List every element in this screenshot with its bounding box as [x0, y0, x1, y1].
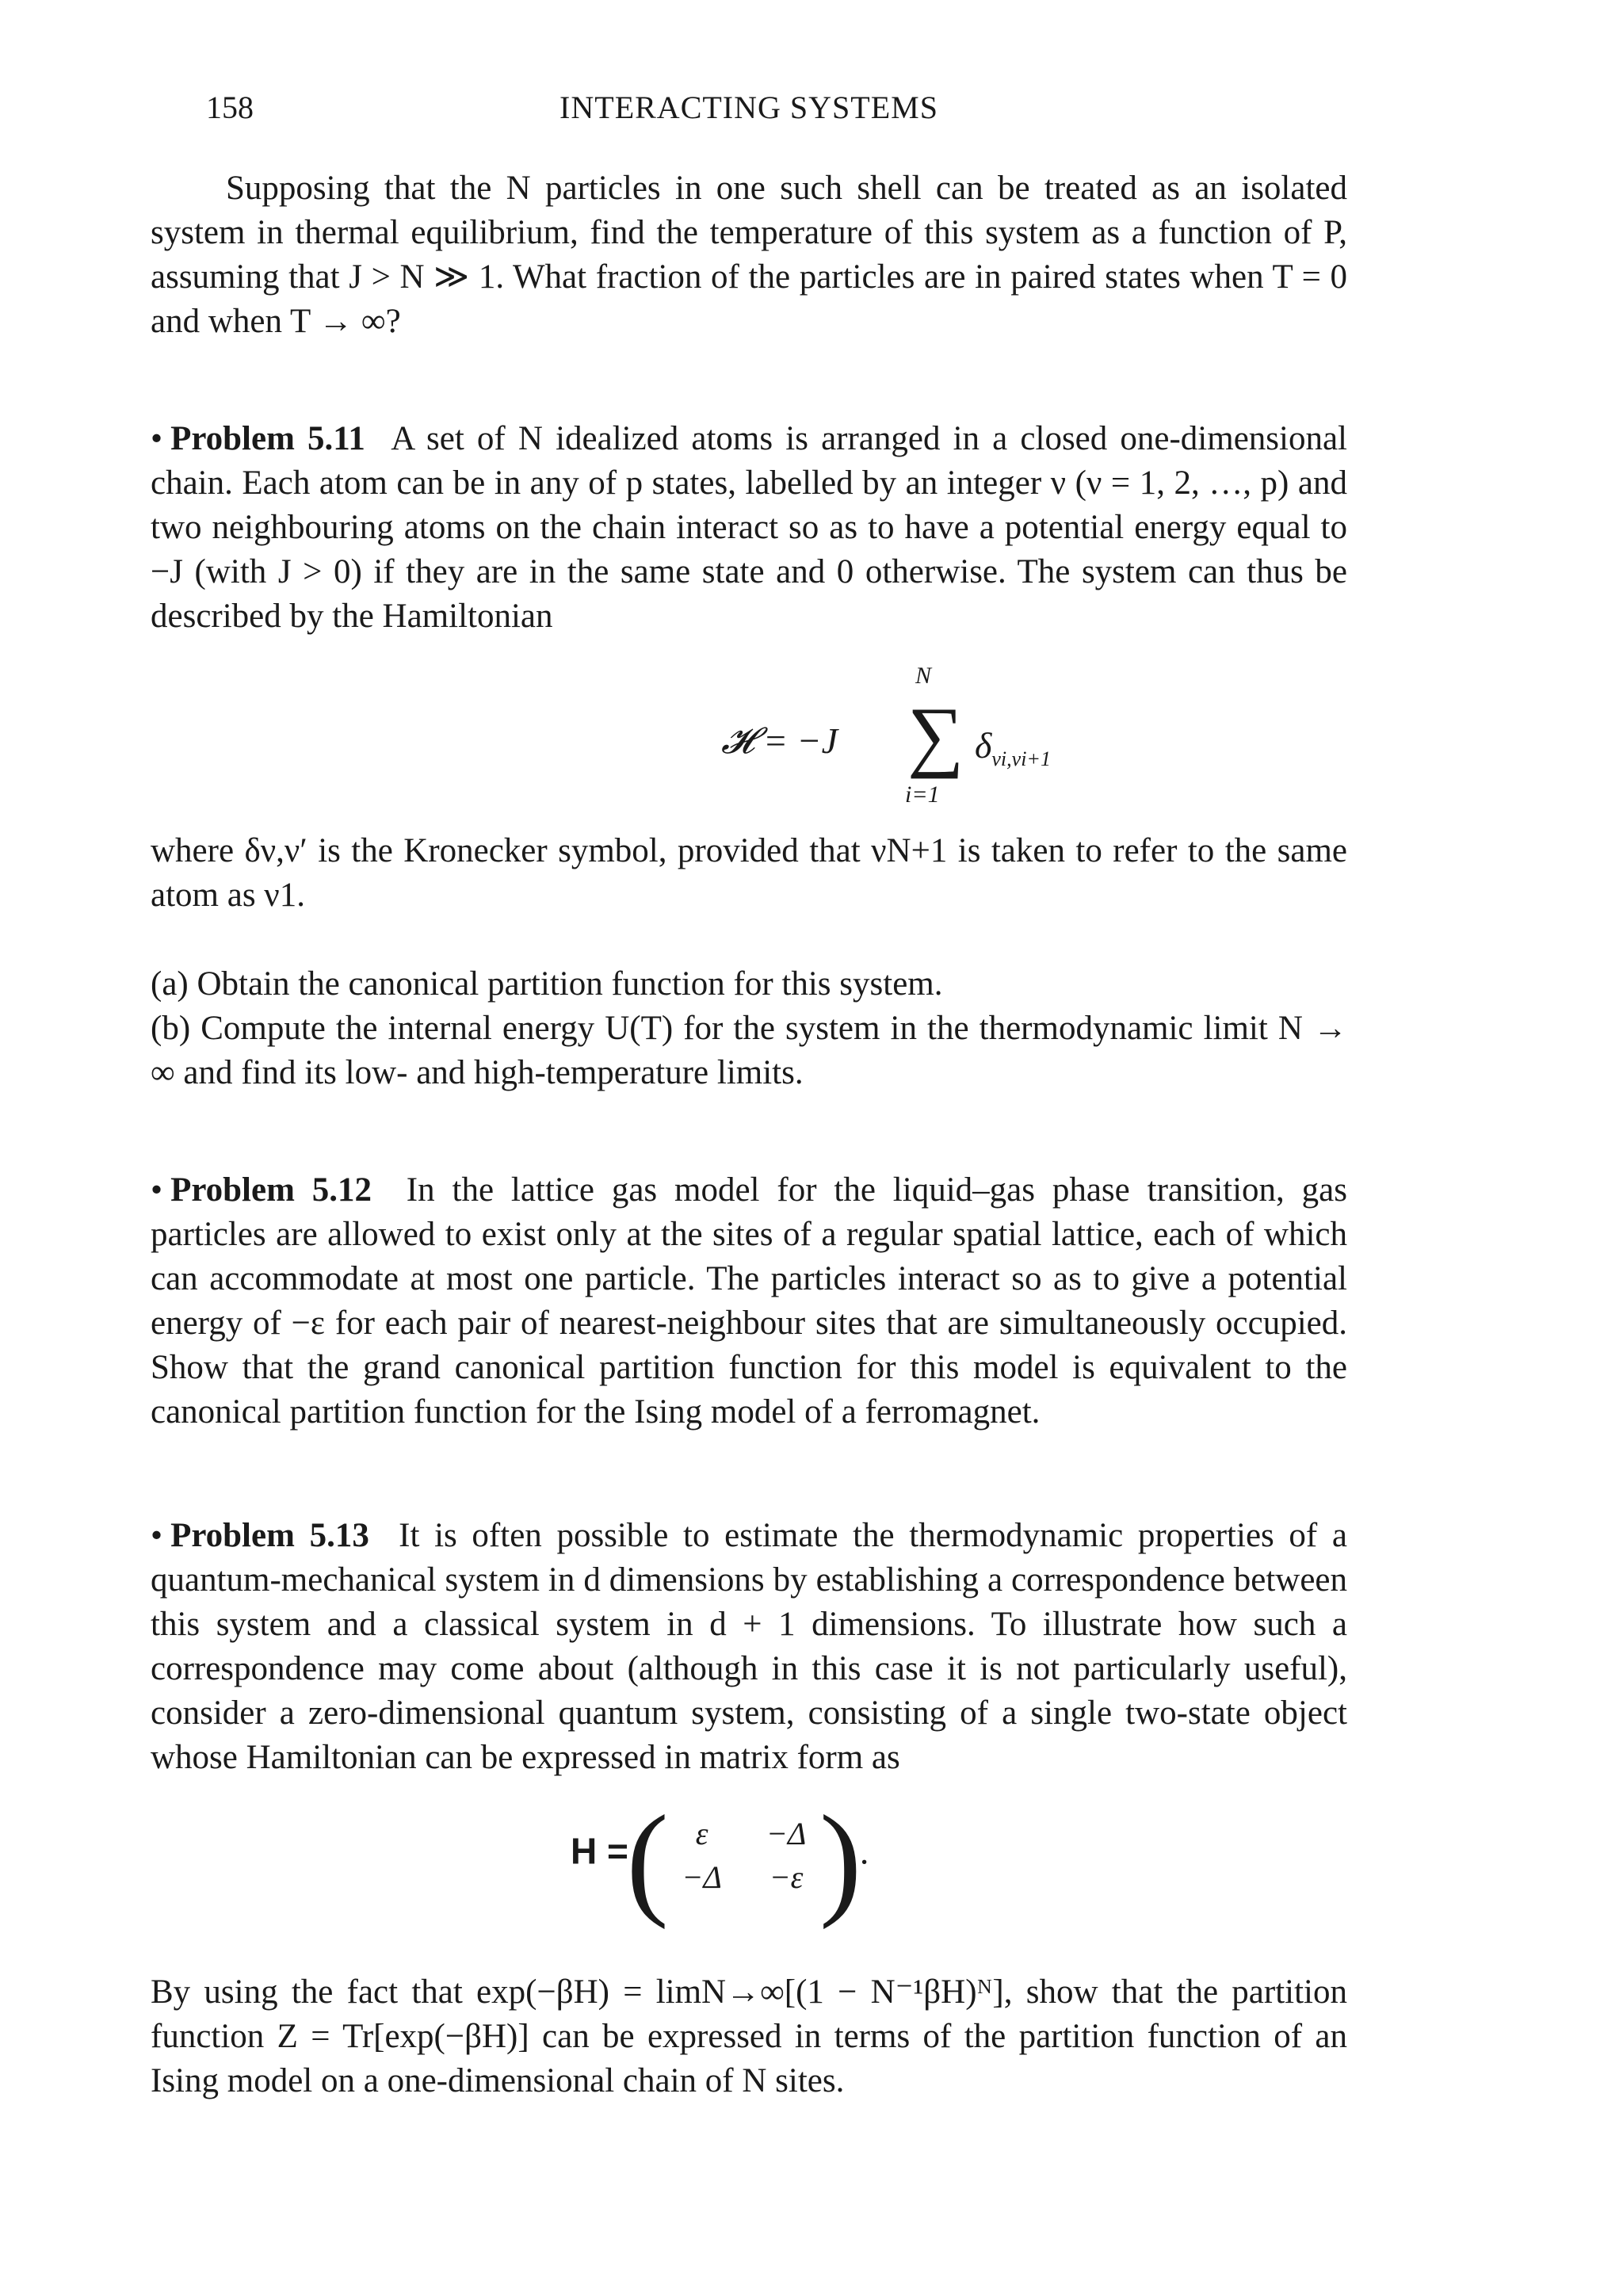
problem-text: A set of N idealized atoms is arranged in a closed one-dimensional chain. Each atom can be in any of p states, labelled by an integer ν (ν = 1, 2, …, p) and two neighbouring atoms on the chain interact so as to have a potential energy equal to −J (with J > 0) if they are in the same state and 0 otherwise. The system can thus be described by the Hamiltonian	[151, 420, 1347, 635]
sum-lower-limit: i=1	[905, 781, 940, 808]
running-head: INTERACTING SYSTEMS	[559, 90, 938, 125]
page-number: 158	[206, 90, 254, 125]
spacer	[151, 1095, 1347, 1168]
bullet: •	[151, 1517, 163, 1554]
equation-lhs: 𝓗 = −J	[721, 720, 838, 761]
matrix	[626, 1789, 862, 1930]
equation-term: $\delta_{\nu i,\nu i+1}$	[975, 725, 1051, 771]
problem-title: Problem 5.12	[170, 1171, 372, 1209]
left-paren: (	[626, 1789, 669, 1930]
where-paragraph: where δν,ν′ is the Kronecker symbol, provided that νN+1 is taken to refer to the same atom as ν1.	[151, 832, 1347, 914]
page-header	[151, 89, 1347, 136]
problem-title: Problem 5.11	[170, 420, 365, 457]
problem-5-12	[151, 1168, 1347, 1435]
matrix-equation	[151, 1789, 1347, 1954]
spacer	[151, 918, 1347, 962]
intro-paragraph: Supposing that the N particles in one such shell can be treated as an isolated system in thermal equilibrium, find the temperature of this system as a function of P, assuming that J > N ≫ 1. What fraction of the particles are in paired states when T = 0 and when T → ∞?	[151, 170, 1347, 340]
spacer	[151, 1435, 1347, 1514]
problem-text: It is often possible to estimate the thermodynamic properties of a quantum-mechanical system in d dimensions by establishing a correspondence between this system and a classical system in d + 1 dimensions. To illustrate how such a correspondence may come about (although in this case it is not particularly useful), consider a zero-dimensional quantum system, consisting of a single two-state object whose Hamiltonian can be expressed in matrix form as	[151, 1517, 1347, 1776]
problem-5-11	[151, 417, 1347, 639]
spacer	[151, 344, 1347, 417]
bullet: •	[151, 420, 163, 457]
matrix-cell: −Δ	[682, 1859, 722, 1895]
matrix-cell: −Δ	[766, 1816, 807, 1851]
equation-period: .	[859, 1831, 869, 1872]
sum-symbol: ∑	[907, 691, 964, 779]
sum-upper-limit: N	[915, 663, 932, 689]
problem-title: Problem 5.13	[170, 1517, 369, 1554]
matrix-lhs: H =	[571, 1830, 628, 1872]
hamiltonian-equation	[151, 663, 1347, 813]
part-b: (b) Compute the internal energy U(T) for the system in the thermodynamic limit N → ∞ and find its low- and high-temperature limits.	[151, 1010, 1347, 1091]
right-paren: )	[819, 1789, 862, 1930]
matrix-cell: ε	[695, 1816, 708, 1851]
part-a: (a) Obtain the canonical partition function for this system.	[151, 965, 943, 1003]
problem-5-13	[151, 1514, 1347, 1780]
matrix-cell: −ε	[769, 1859, 804, 1895]
bullet: •	[151, 1171, 163, 1209]
closing-paragraph: By using the fact that exp(−βH) = limN→∞[(1 − N⁻¹βH)ᴺ], show that the partition function Z = Tr[exp(−βH)] can be expressed in terms of the partition function of an Ising model on a one-dimensional chain of N sites.	[151, 1973, 1347, 2099]
problem-text: In the lattice gas model for the liquid–gas phase transition, gas particles are allowed to exist only at the sites of a regular spatial lattice, each of which can accommodate at most one particle. The particles interact so as to give a potential energy of −ε for each pair of nearest-neighbour sites that are simultaneously occupied. Show that the grand canonical partition function for this model is equivalent to the canonical partition function for the Ising model of a ferromagnet.	[151, 1171, 1347, 1431]
page-body	[151, 166, 1347, 2103]
